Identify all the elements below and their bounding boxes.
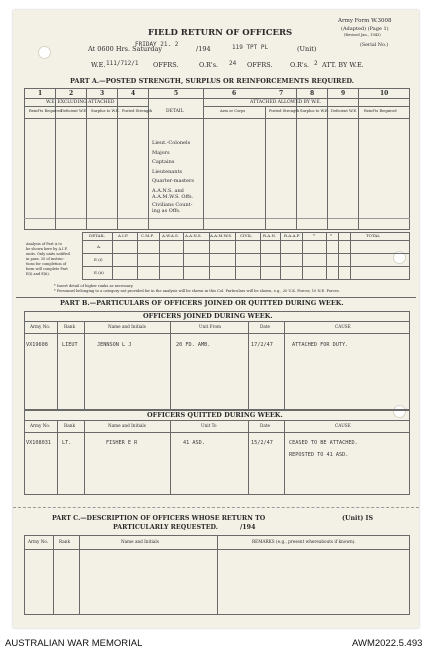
att-label: ATT. BY W.E.	[322, 61, 364, 69]
col-number-5: 5	[174, 90, 179, 97]
joined-rank: LIEUT	[62, 342, 78, 348]
footer-bar	[0, 636, 432, 653]
joined-header-army-no: Army No.	[30, 324, 51, 329]
reinf-required-header: Reinf'ts Required	[29, 109, 62, 113]
posted-strength-header-2: Posted Strength	[269, 109, 300, 113]
part-c-title-2: PARTICULARLY REQUESTED.	[113, 524, 218, 531]
rank-civilians-2: ing as Offs.	[152, 208, 181, 214]
unit-value: 119 TPT PL	[232, 44, 269, 51]
rank-aamws: A.A.M.W.S. Offs.	[152, 194, 194, 200]
analysis-col-aif: A.I.F.	[118, 233, 129, 238]
year-label: /194	[196, 45, 211, 53]
analysis-text-6: form will complete Part	[26, 267, 68, 271]
col-number-4: 4	[131, 90, 136, 97]
joined-header-name: Name and Initials	[108, 324, 146, 329]
analysis-col-star-1: *	[313, 233, 315, 238]
analysis-text-3: units. Only units notified	[26, 252, 70, 256]
part-c-year: /194	[240, 524, 256, 531]
attached-allowed-header: ATTACHED ALLOWED BY W.E.	[250, 100, 322, 105]
analysis-col-total: TOTAL	[366, 233, 380, 238]
analysis-text-7: E(i) and E(ii).	[26, 272, 50, 276]
we-excluding-attached-header: W.E. EXCLUDING ATTACHED	[46, 100, 115, 105]
quitted-header-army-no: Army No.	[30, 423, 51, 428]
joined-header-cause: CAUSE	[335, 324, 351, 329]
analysis-col-ran: R.A.N.	[263, 233, 276, 238]
part-b-title: PART B.—PARTICULARS OF OFFICERS JOINED OR QUITTED DURING WEEK.	[60, 299, 344, 307]
surplus-header-2: Surplus to W.E.	[300, 109, 329, 113]
rank-lieutenants: Lieutenants	[152, 169, 183, 175]
detail-header: DETAIL	[166, 109, 184, 114]
ors-label: O.R's.	[199, 61, 219, 69]
quitted-header-cause: CAUSE	[335, 423, 351, 428]
army-form-adapted: (Adapted) (Page 1)	[341, 26, 389, 32]
part-c-title-1: PART C.—DESCRIPTION OF OFFICERS WHOSE RETURN TO	[52, 515, 266, 522]
analysis-text-4: in para. 35 of instruc-	[26, 257, 65, 261]
analysis-row-a: A.	[97, 244, 102, 249]
quitted-header-rank: Rank	[64, 423, 75, 428]
rank-majors: Majors	[152, 150, 170, 156]
note-1: * Insert detail of higher ranks as necessary.	[54, 284, 134, 288]
footer-credit: AUSTRALIAN WAR MEMORIAL	[5, 638, 143, 649]
quitted-cause-2: REPOSTED TO 41 ASD.	[289, 452, 349, 458]
joined-army-no: VX19608	[26, 342, 48, 348]
joined-title: OFFICERS JOINED DURING WEEK.	[143, 312, 273, 320]
part-a-title: PART A.—POSTED STRENGTH, SURPLUS OR REINFORCEMENTS REQUIRED.	[70, 77, 355, 85]
analysis-col-aans: A.A.N.S.	[185, 233, 202, 238]
we-value: 111/712/1	[106, 60, 139, 67]
quitted-army-no: VX108031	[26, 440, 51, 446]
footer-accession: AWM2022.5.493	[352, 638, 423, 649]
analysis-row-ei: E.(i)	[94, 257, 103, 262]
posted-strength-header: Posted Strength	[122, 109, 153, 113]
col-number-8: 8	[310, 90, 315, 97]
quitted-date: 15/2/47	[251, 440, 273, 446]
note-2: * Personnel belonging to a category not provided for in the analysis will be shown in this Col. Particulars will be shown, e.g., 20 U.K. Forces; 10 N.E. Forces.	[54, 289, 340, 293]
ors-value: 24	[229, 60, 237, 67]
quitted-unit: 41 ASD.	[183, 440, 205, 446]
deficient-header-2: Deficient W.E.	[331, 109, 358, 113]
joined-name: JENNSON L J	[97, 342, 132, 348]
col-number-10: 10	[380, 90, 389, 97]
quitted-header-name: Name and Initials	[108, 423, 146, 428]
quitted-header-date: Date	[260, 423, 271, 428]
analysis-col-star-2: *	[330, 233, 332, 238]
analysis-col-aamws: A.A.M.W.S.	[210, 233, 233, 238]
ors-label-2: O.R's.	[290, 61, 310, 69]
analysis-text-5: tions for completion of	[26, 262, 67, 266]
we-label: W.E.	[91, 61, 106, 69]
analysis-text-1: Analysis of Part A to	[26, 242, 62, 246]
analysis-row-eii: E.(ii)	[94, 270, 104, 275]
return-date-value: FRIDAY 21. 2	[135, 41, 179, 48]
part-c-header-name: Name and Initials	[121, 539, 159, 544]
rank-lieut-colonels: Lieut.-Colonels	[152, 140, 191, 146]
joined-header-unit-from: Unit From	[199, 324, 221, 329]
joined-date: 17/2/47	[251, 342, 273, 348]
quitted-rank: LT.	[62, 440, 72, 446]
quitted-header-unit-to: Unit To	[201, 423, 217, 428]
col-number-1: 1	[38, 90, 43, 97]
part-c-header-rank: Rank	[59, 539, 70, 544]
rank-civilians-1: Civilians Count-	[152, 202, 193, 208]
col-number-6: 6	[232, 90, 237, 97]
offrs-label-2: OFFRS.	[247, 61, 273, 69]
rank-aans: A.A.N.S. and	[152, 188, 184, 194]
quitted-table	[24, 410, 410, 495]
joined-unit: 20 FD. AMB.	[176, 342, 211, 348]
col-number-3: 3	[100, 90, 105, 97]
form-title: FIELD RETURN OF OFFICERS	[148, 28, 293, 38]
joined-header-rank: Rank	[64, 324, 75, 329]
col-number-2: 2	[69, 90, 74, 97]
offrs-label: OFFRS.	[153, 61, 179, 69]
col-number-7: 7	[279, 90, 284, 97]
quitted-name: FISHER E R	[106, 440, 138, 446]
analysis-col-detail: DETAIL	[89, 233, 105, 238]
rank-quarter-masters: Quarter-masters	[152, 178, 194, 184]
joined-cause: ATTACHED FOR DUTY.	[292, 342, 349, 348]
analysis-col-civil: CIVIL	[240, 233, 252, 238]
analysis-col-awas: A.W.A.S.	[162, 233, 179, 238]
part-c-header-army-no: Army No.	[28, 539, 49, 544]
quitted-title: OFFICERS QUITTED DURING WEEK.	[147, 411, 283, 419]
at-hours-label: At 0600 Hrs. Saturday	[88, 45, 163, 53]
analysis-col-raaf: R.A.A.F.	[284, 233, 301, 238]
quitted-cause: CEASED TO BE ATTACHED.	[289, 440, 358, 446]
unit-label: (Unit)	[297, 45, 317, 53]
serial-number-label: (Serial No.)	[360, 43, 389, 48]
surplus-header: Surplus to W.E.	[91, 109, 120, 113]
army-form-revised: (Revised Jan., 1943)	[344, 33, 381, 37]
part-c-unit-is: (Unit) IS	[342, 515, 374, 522]
joined-header-date: Date	[260, 324, 271, 329]
analysis-col-cmf: C.M.F.	[141, 233, 154, 238]
army-form-number: Army Form W.3008	[338, 18, 392, 24]
analysis-text-2: be shown here by A.I.F.	[26, 247, 68, 251]
att-value: 2	[314, 60, 318, 67]
reinf-required-header-2: Reinf'ts Required	[364, 109, 397, 113]
col-number-9: 9	[341, 90, 346, 97]
punch-hole	[38, 46, 51, 59]
deficient-header: Deficient W.E.	[61, 109, 88, 113]
arm-corps-header: Arm or Corps	[220, 109, 246, 113]
rank-captains: Captains	[152, 159, 175, 165]
part-c-header-remarks: REMARKS (e.g., present whereabouts if known).	[252, 539, 356, 544]
